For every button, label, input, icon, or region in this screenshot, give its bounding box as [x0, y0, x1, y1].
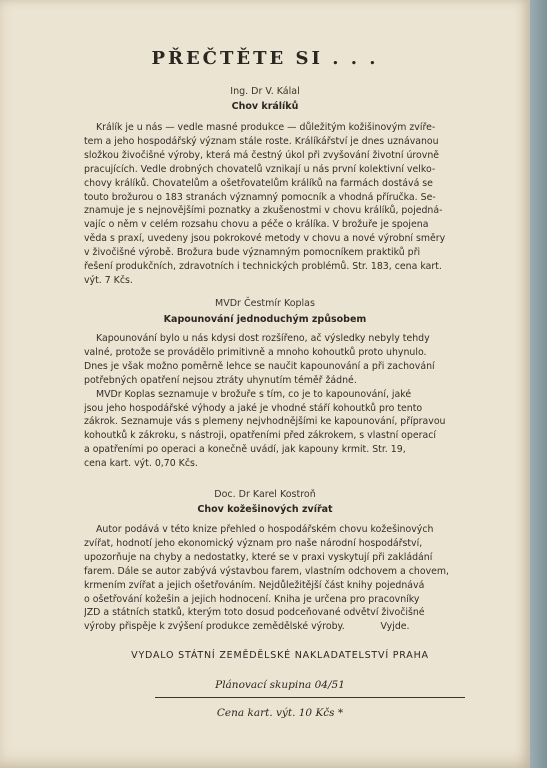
- text-line: Králík je u nás — vedle masné produkce — důležitým kožišinovým zvíře-: [96, 122, 436, 133]
- text-line: v živočišné výrobě. Brožura bude významným pomocníkem praktiků při: [84, 247, 421, 259]
- text-line: o ošetřování kožešin a jejich hodnocení. Kniha je určena pro pracovníky: [84, 593, 420, 605]
- text-line: chovy králíků. Chovatelům a ošetřovatelům králíků na farmách dostává se: [84, 177, 433, 189]
- book-3-author: Doc. Dr Karel Kostroň: [214, 489, 316, 500]
- book-2-author: MVDr Čestmír Koplas: [215, 298, 315, 309]
- book-3-title: Chov kožešinových zvířat: [197, 504, 333, 515]
- text-line: výroby přispěje k zvýšení produkce zemědělské výroby. Vyjde.: [84, 621, 410, 633]
- text-line: výt. 7 Kčs.: [84, 274, 133, 286]
- text-line: tem a jeho hospodářský význam stále roste. Králíkářství je dnes uznávanou: [84, 135, 439, 147]
- book-1-description: [84, 121, 510, 288]
- text-line: složkou živočišné výroby, která má čestný úkol při zvyšování životní úrovně: [84, 149, 440, 161]
- text-line: farem. Dále se autor zabývá výstavbou farem, vlastním odchovem a chovem,: [84, 565, 450, 577]
- text-line: zákrok. Seznamuje vás s plemeny nejvhodnějšími ke kapounování, přípravou: [84, 416, 446, 428]
- text-line: Kapounování bylo u nás kdysi dost rozšířeno, ač výsledky nebyly tehdy: [96, 333, 430, 344]
- text-line: Dnes je však možno poměrně lehce se naučit kapounování a při zachování: [84, 360, 435, 372]
- text-line: kohoutků k zákroku, s nástroji, opatřeními před zákrokem, s vlastní operací: [84, 430, 436, 442]
- text-line: krmením zvířat a jejich ošetřováním. Nejdůležitější část knihy pojednává: [84, 579, 425, 591]
- book-2-description: [84, 332, 510, 471]
- text-line: vajíc o něm v celém rozsahu chovu a péče o králíka. V brožuře je spojena: [84, 219, 429, 231]
- book-3-description: [84, 523, 510, 634]
- text-line: pracujících. Vedle drobných chovatelů vznikají u nás první kolektivní velko-: [84, 163, 436, 175]
- text-line: cena kart. výt. 0,70 Kčs.: [84, 458, 198, 470]
- text-line: JZD a státních statků, kterým toto dosud podceňované odvětví živočišné: [84, 607, 425, 619]
- text-line: zvířat, hodnotí jeho ekonomický význam pro naše národní hospodářství,: [84, 537, 423, 549]
- publisher-line: VYDALO STÁTNÍ ZEMĚDĚLSKÉ NAKLADATELSTVÍ PRAHA: [131, 650, 429, 661]
- text-line: potřebných opatření nejsou ztráty uhynutím téměř žádné.: [84, 374, 357, 386]
- text-line: touto brožurou o 183 stranách významný pomocník a vhodná příručka. Se-: [84, 191, 436, 203]
- text-line: věda s praxí, uvedeny jsou pokrokové metody v chovu a nové výrobní směry: [84, 233, 446, 245]
- cover-edge: [530, 0, 547, 768]
- text-line: znamuje je s nejnovějšími poznatky a zkušenostmi v chovu králíků, pojedná-: [84, 205, 443, 217]
- page-heading: PŘEČTĚTE SI . . .: [151, 48, 379, 69]
- text-line: Autor podává v této knize přehled o hospodářském chovu kožešinových: [96, 524, 434, 535]
- divider-rule: [155, 697, 465, 698]
- text-line: řešení produkčních, zdravotních i technických problémů. Str. 183, cena kart.: [84, 261, 442, 273]
- text-line: upozorňuje na chyby a nedostatky, které se v praxi vyskytují při zakládání: [84, 551, 433, 563]
- plan-group: Plánovací skupina 04/51: [215, 679, 345, 691]
- book-2-title: Kapounování jednoduchým způsobem: [163, 314, 367, 325]
- text-line: jsou jeho hospodářské výhody a jaké je vhodné stáří kohoutků pro tento: [84, 402, 423, 414]
- text-line: MVDr Koplas seznamuje v brožuře s tím, co je to kapounování, jaké: [96, 388, 412, 400]
- book-1-author: Ing. Dr V. Kálal: [230, 86, 300, 97]
- book-1-title: Chov králíků: [231, 101, 299, 112]
- price-line: Cena kart. výt. 10 Kčs *: [216, 707, 344, 719]
- text-line: a opatřeními po operaci a konečně uvádí, jak kapouny krmit. Str. 19,: [84, 444, 406, 456]
- text-line: valné, protože se provádělo primitivně a mnoho kohoutků proto uhynulo.: [84, 346, 427, 358]
